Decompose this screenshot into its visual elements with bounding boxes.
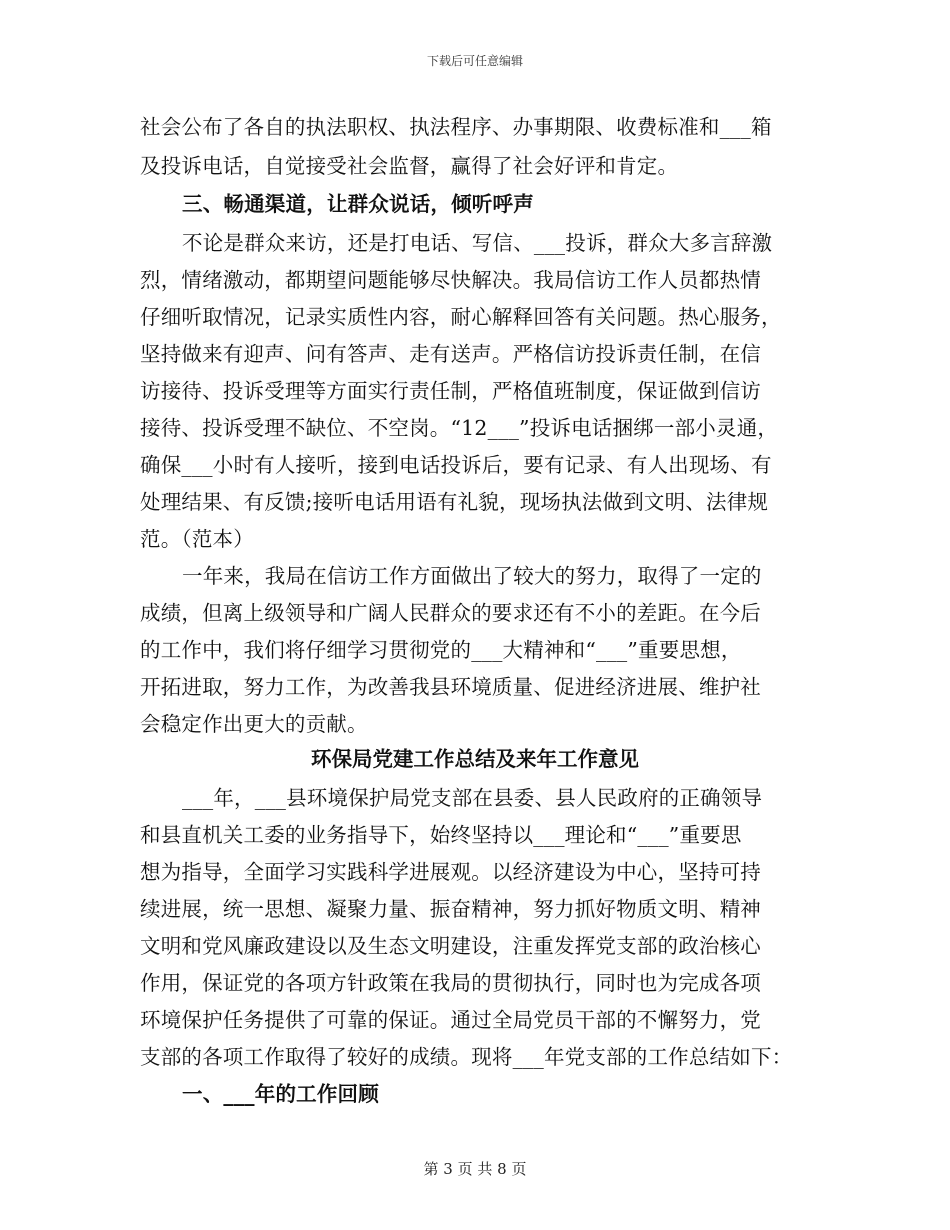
paragraph-line: 环境保护任务提供了可靠的保证。通过全局党员干部的不懈努力，党 <box>140 1008 761 1032</box>
paragraph-line: 支部的各项工作取得了较好的成绩。现将___年党支部的工作总结如下： <box>140 1045 793 1069</box>
paragraph-line: 处理结果、有反馈;接听电话用语有礼貌，现场执法做到文明、法律规 <box>140 490 769 514</box>
paragraph-line: 社会公布了各自的执法职权、执法程序、办事期限、收费标准和___箱 <box>140 115 772 139</box>
paragraph-line: 接待、投诉受理不缺位、不空岗。“12___”投诉电话捆绑一部小灵通， <box>140 416 779 440</box>
page-header-note: 下载后可任意编辑 <box>426 54 523 68</box>
section-heading-3: 三、畅通渠道，让群众说话，倾听呼声 <box>182 192 534 216</box>
paragraph-line: 会稳定作出更大的贡献。 <box>140 712 368 736</box>
page-number-footer: 第 3 页 共 8 页 <box>423 1160 527 1178</box>
paragraph-line: 文明和党风廉政建设以及生态文明建设，注重发挥党支部的政治核心 <box>140 934 761 958</box>
document-title: 环保局党建工作总结及来年工作意见 <box>311 747 639 771</box>
paragraph-line: 成绩，但离上级领导和广阔人民群众的要求还有不小的差距。在今后 <box>140 601 761 625</box>
paragraph-line: 及投诉电话，自觉接受社会监督，赢得了社会好评和肯定。 <box>140 154 679 178</box>
paragraph-line: 坚持做来有迎声、问有答声、走有送声。严格信访投诉责任制，在信 <box>140 342 761 366</box>
paragraph-line: ___年，___县环境保护局党支部在县委、县人民政府的正确领导 <box>182 786 763 810</box>
paragraph-line: 访接待、投诉受理等方面实行责任制，严格值班制度，保证做到信访 <box>140 379 761 403</box>
section-heading-1: 一、___年的工作回顾 <box>182 1082 379 1106</box>
paragraph-line: 的工作中，我们将仔细学习贯彻党的___大精神和“___”重要思想， <box>140 638 742 662</box>
paragraph-line: 仔细听取情况，记录实质性内容，耐心解释回答有关问题。热心服务， <box>140 305 782 329</box>
paragraph-line: 和县直机关工委的业务指导下，始终坚持以___理论和“___”重要思 <box>140 823 742 847</box>
paragraph-line: 开拓进取，努力工作，为改善我县环境质量、促进经济进展、维护社 <box>140 675 761 699</box>
paragraph-line: 续进展，统一思想、凝聚力量、振奋精神，努力抓好物质文明、精神 <box>140 897 761 921</box>
paragraph-line: 范。（范本） <box>140 527 254 551</box>
paragraph-line: 烈，情绪激动，都期望问题能够尽快解决。我局信访工作人员都热情 <box>140 268 761 292</box>
paragraph-line: 确保___小时有人接听，接到电话投诉后，要有记录、有人出现场、有 <box>140 453 772 477</box>
paragraph-line: 一年来，我局在信访工作方面做出了较大的努力，取得了一定的 <box>182 564 762 588</box>
paragraph-line: 作用，保证党的各项方针政策在我局的贯彻执行，同时也为完成各项 <box>140 971 761 995</box>
paragraph-line: 想为指导，全面学习实践科学进展观。以经济建设为中心，坚持可持 <box>140 860 761 884</box>
paragraph-line: 不论是群众来访，还是打电话、写信、___投诉，群众大多言辞激 <box>182 231 773 255</box>
